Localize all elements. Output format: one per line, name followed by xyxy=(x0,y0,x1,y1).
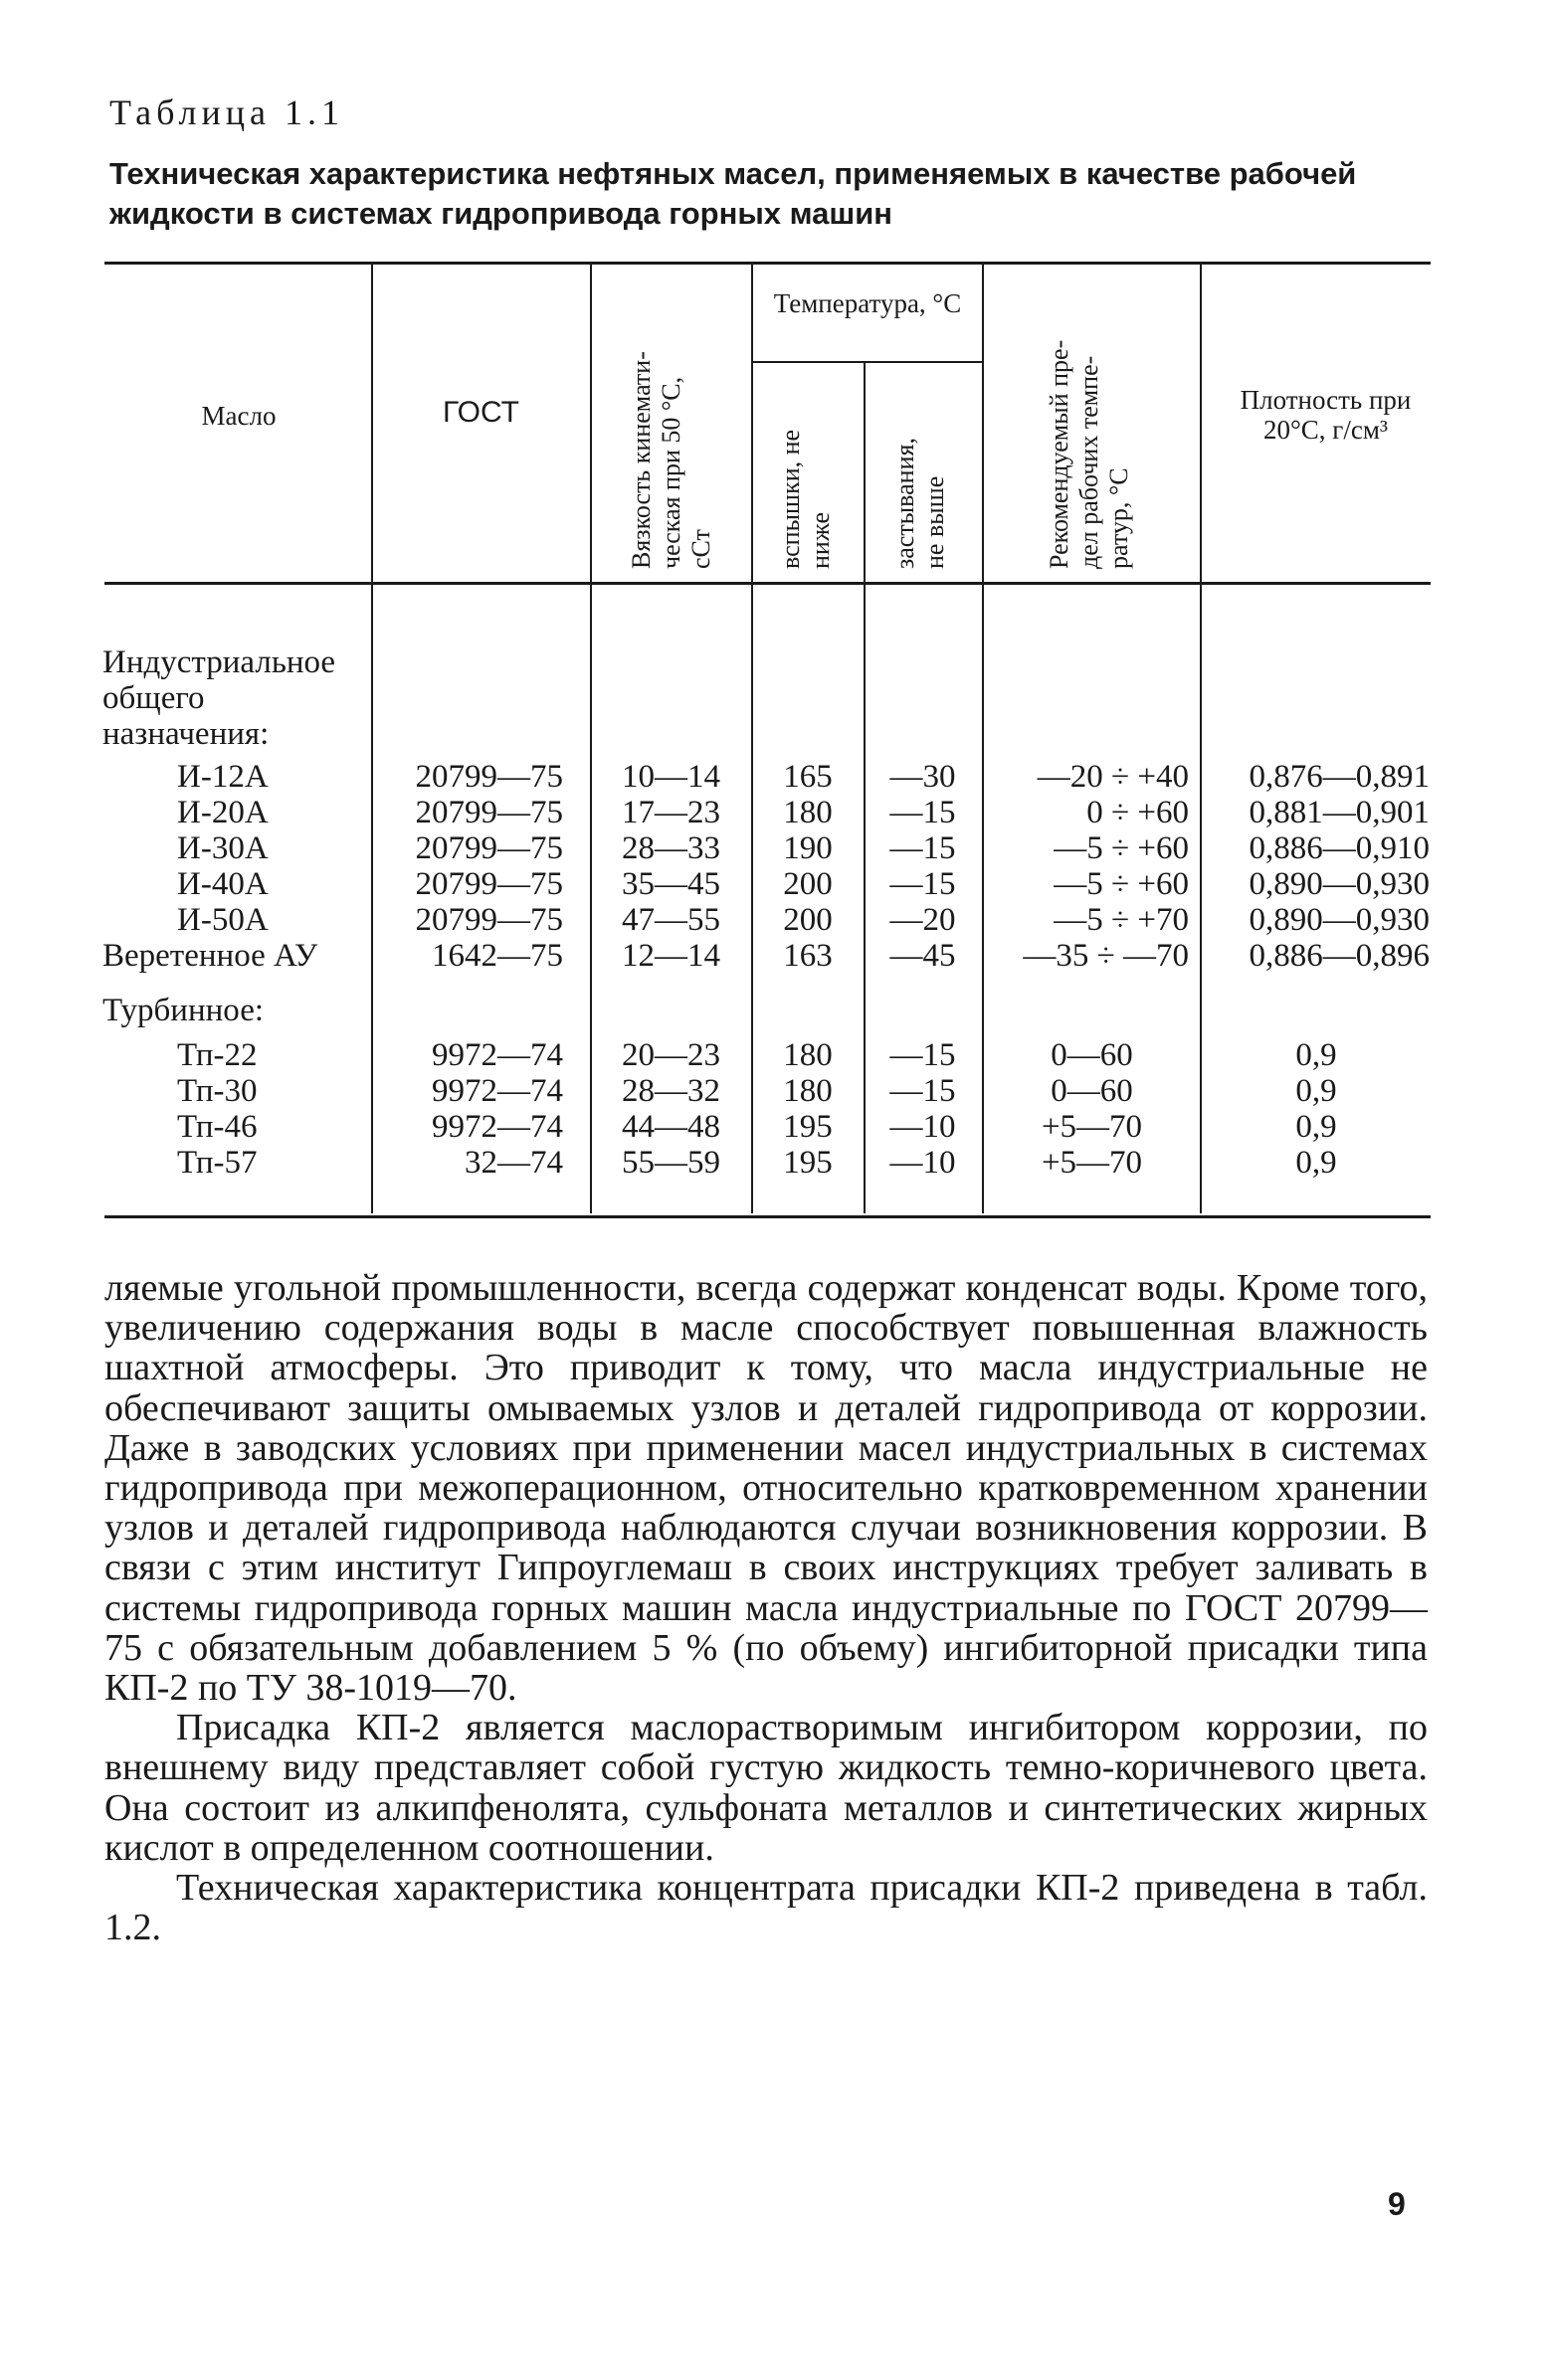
cell-freeze: —15 xyxy=(889,866,956,902)
table-header-rule xyxy=(104,582,1431,585)
cell-oil: И-40А xyxy=(177,866,269,902)
cell-oil: Тп-22 xyxy=(177,1037,258,1073)
cell-oil: И-12А xyxy=(177,759,269,795)
cell-oil: И-30А xyxy=(177,830,269,866)
cell-viscosity: 55—59 xyxy=(622,1145,720,1181)
body-text xyxy=(104,1268,1428,1947)
cell-flash: 195 xyxy=(783,1145,833,1181)
cell-freeze: —15 xyxy=(889,795,956,830)
cell-density: 0,9 xyxy=(1295,1073,1337,1109)
header-range-line3: ратур, °С xyxy=(1104,467,1133,569)
cell-flash: 180 xyxy=(783,795,833,830)
cell-freeze: —10 xyxy=(889,1109,956,1145)
cell-freeze: —15 xyxy=(889,830,956,866)
cell-oil: Тп-57 xyxy=(177,1145,258,1181)
cell-freeze: —30 xyxy=(889,759,956,795)
cell-density: 0,9 xyxy=(1295,1145,1337,1181)
cell-flash: 200 xyxy=(783,866,833,902)
cell-oil: И-20А xyxy=(177,795,269,830)
cell-viscosity: 47—55 xyxy=(622,902,720,938)
group-industrial: Индустриальное общего назначения: xyxy=(102,644,336,752)
header-gost: ГОСТ xyxy=(443,396,519,429)
cell-gost: 32—74 xyxy=(465,1145,563,1181)
paragraph: Техническая характеристика концентрата присадки КП-2 приведена в табл. 1.2. xyxy=(104,1867,1428,1949)
col-rule xyxy=(751,264,753,1213)
cell-range: —5 ÷ +60 xyxy=(1054,830,1189,866)
cell-oil: Тп-30 xyxy=(177,1073,258,1109)
cell-density: 0,9 xyxy=(1295,1109,1337,1145)
col-rule xyxy=(590,264,592,1213)
cell-oil: Тп-46 xyxy=(177,1109,258,1145)
header-range-line1: Рекомендуемый пре- xyxy=(1045,339,1073,569)
cell-gost: 20799—75 xyxy=(415,759,563,795)
cell-flash: 165 xyxy=(783,759,833,795)
cell-range: —5 ÷ +60 xyxy=(1054,866,1189,902)
cell-gost: 1642—75 xyxy=(432,938,563,974)
temperature-subrule xyxy=(751,361,982,363)
cell-density: 0,876—0,891 xyxy=(1249,759,1430,795)
cell-oil: Веретенное АУ xyxy=(102,938,318,974)
cell-flash: 163 xyxy=(783,938,833,974)
cell-range: +5—70 xyxy=(1041,1145,1143,1181)
paragraph: Присадка КП-2 является маслорастворимым ингибитором коррозии, по внешнему виду представляет собой густую жидкость темно-коричневого цвета. Она состоит из алкипфенолята, сульфоната металлов и синтетических жирных кислот в определенном соотношении. xyxy=(104,1707,1428,1869)
cell-density: 0,886—0,896 xyxy=(1249,938,1430,974)
cell-range: 0 ÷ +60 xyxy=(1086,795,1189,830)
header-density: Плотность при 20°С, г/см³ xyxy=(1240,385,1412,445)
cell-viscosity: 28—32 xyxy=(622,1073,720,1109)
cell-gost: 20799—75 xyxy=(415,902,563,938)
table-caption-title: Техническая характеристика нефтяных масел, применяемых в качестве рабочей жидкости в системах гидропривода горных машин xyxy=(109,156,1357,231)
cell-density: 0,886—0,910 xyxy=(1249,830,1430,866)
col-rule xyxy=(982,264,984,1213)
header-flash-line1: вспышки, не xyxy=(776,429,805,569)
cell-gost: 9972—74 xyxy=(432,1073,563,1109)
header-flash-line2: ниже xyxy=(806,512,835,569)
cell-range: —5 ÷ +70 xyxy=(1054,902,1189,938)
cell-density: 0,890—0,930 xyxy=(1249,866,1430,902)
cell-range: 0—60 xyxy=(1051,1073,1133,1109)
cell-viscosity: 17—23 xyxy=(622,795,720,830)
cell-flash: 190 xyxy=(783,830,833,866)
cell-gost: 9972—74 xyxy=(432,1037,563,1073)
cell-gost: 20799—75 xyxy=(415,830,563,866)
cell-range: —35 ÷ —70 xyxy=(1023,938,1189,974)
cell-gost: 9972—74 xyxy=(432,1109,563,1145)
cell-viscosity: 10—14 xyxy=(622,759,720,795)
col-rule xyxy=(1200,264,1202,1213)
cell-oil: И-50А xyxy=(177,902,269,938)
header-viscosity-line3: сСт xyxy=(686,529,715,569)
cell-density: 0,9 xyxy=(1295,1037,1337,1073)
cell-viscosity: 35—45 xyxy=(622,866,720,902)
cell-flash: 180 xyxy=(783,1037,833,1073)
cell-viscosity: 12—14 xyxy=(622,938,720,974)
header-viscosity-line2: ческая при 50 °С, xyxy=(657,376,685,569)
cell-freeze: —15 xyxy=(889,1073,956,1109)
table-top-rule xyxy=(104,262,1431,265)
cell-range: —20 ÷ +40 xyxy=(1037,759,1189,795)
cell-freeze: —20 xyxy=(889,902,956,938)
cell-range: 0—60 xyxy=(1051,1037,1133,1073)
table-caption-label: Таблица 1.1 xyxy=(109,92,344,132)
cell-flash: 200 xyxy=(783,902,833,938)
cell-freeze: —45 xyxy=(889,938,956,974)
cell-range: +5—70 xyxy=(1041,1109,1143,1145)
page-number: 9 xyxy=(1388,2186,1406,2222)
header-temperature: Температура, °С xyxy=(773,288,962,318)
cell-gost: 20799—75 xyxy=(415,795,563,830)
paragraph: ляемые угольной промышленности, всегда содержат конденсат воды. Кроме того, увеличению содержания воды в масле способствует повышенная влажность шахтной атмосферы. Это приводит к тому, что масла индустриальные не обеспечивают защиты омываемых узлов и деталей гидропривода от коррозии. Даже в заводских условиях при применении масел индустриальных в системах гидропривода при межоперационном, относительно кратковременном хранении узлов и деталей гидропривода наблюдаются случаи возникновения коррозии. В связи с этим институт Гипроуглемаш в своих инструкциях требует заливать в системы гидропривода горных машин масла индустриальные по ГОСТ 20799—75 с обязательным добавлением 5 % (по объему) ингибиторной присадки типа КП-2 по ТУ 38-1019—70. xyxy=(104,1267,1428,1710)
cell-density: 0,890—0,930 xyxy=(1249,902,1430,938)
cell-viscosity: 44—48 xyxy=(622,1109,720,1145)
table-bottom-rule xyxy=(104,1215,1431,1218)
cell-viscosity: 20—23 xyxy=(622,1037,720,1073)
cell-flash: 195 xyxy=(783,1109,833,1145)
header-oil: Масло xyxy=(201,401,277,431)
col-rule xyxy=(371,264,373,1213)
group-turbine: Турбинное: xyxy=(102,993,265,1028)
cell-density: 0,881—0,901 xyxy=(1249,795,1430,830)
cell-gost: 20799—75 xyxy=(415,866,563,902)
header-viscosity-line1: Вязкость кинемати- xyxy=(627,351,656,569)
header-range-line2: дел рабочих темпе- xyxy=(1074,355,1103,569)
cell-freeze: —15 xyxy=(889,1037,956,1073)
header-freeze-line1: застывания, xyxy=(890,438,919,569)
cell-freeze: —10 xyxy=(889,1145,956,1181)
header-freeze-line2: не выше xyxy=(920,475,949,569)
cell-viscosity: 28—33 xyxy=(622,830,720,866)
cell-flash: 180 xyxy=(783,1073,833,1109)
